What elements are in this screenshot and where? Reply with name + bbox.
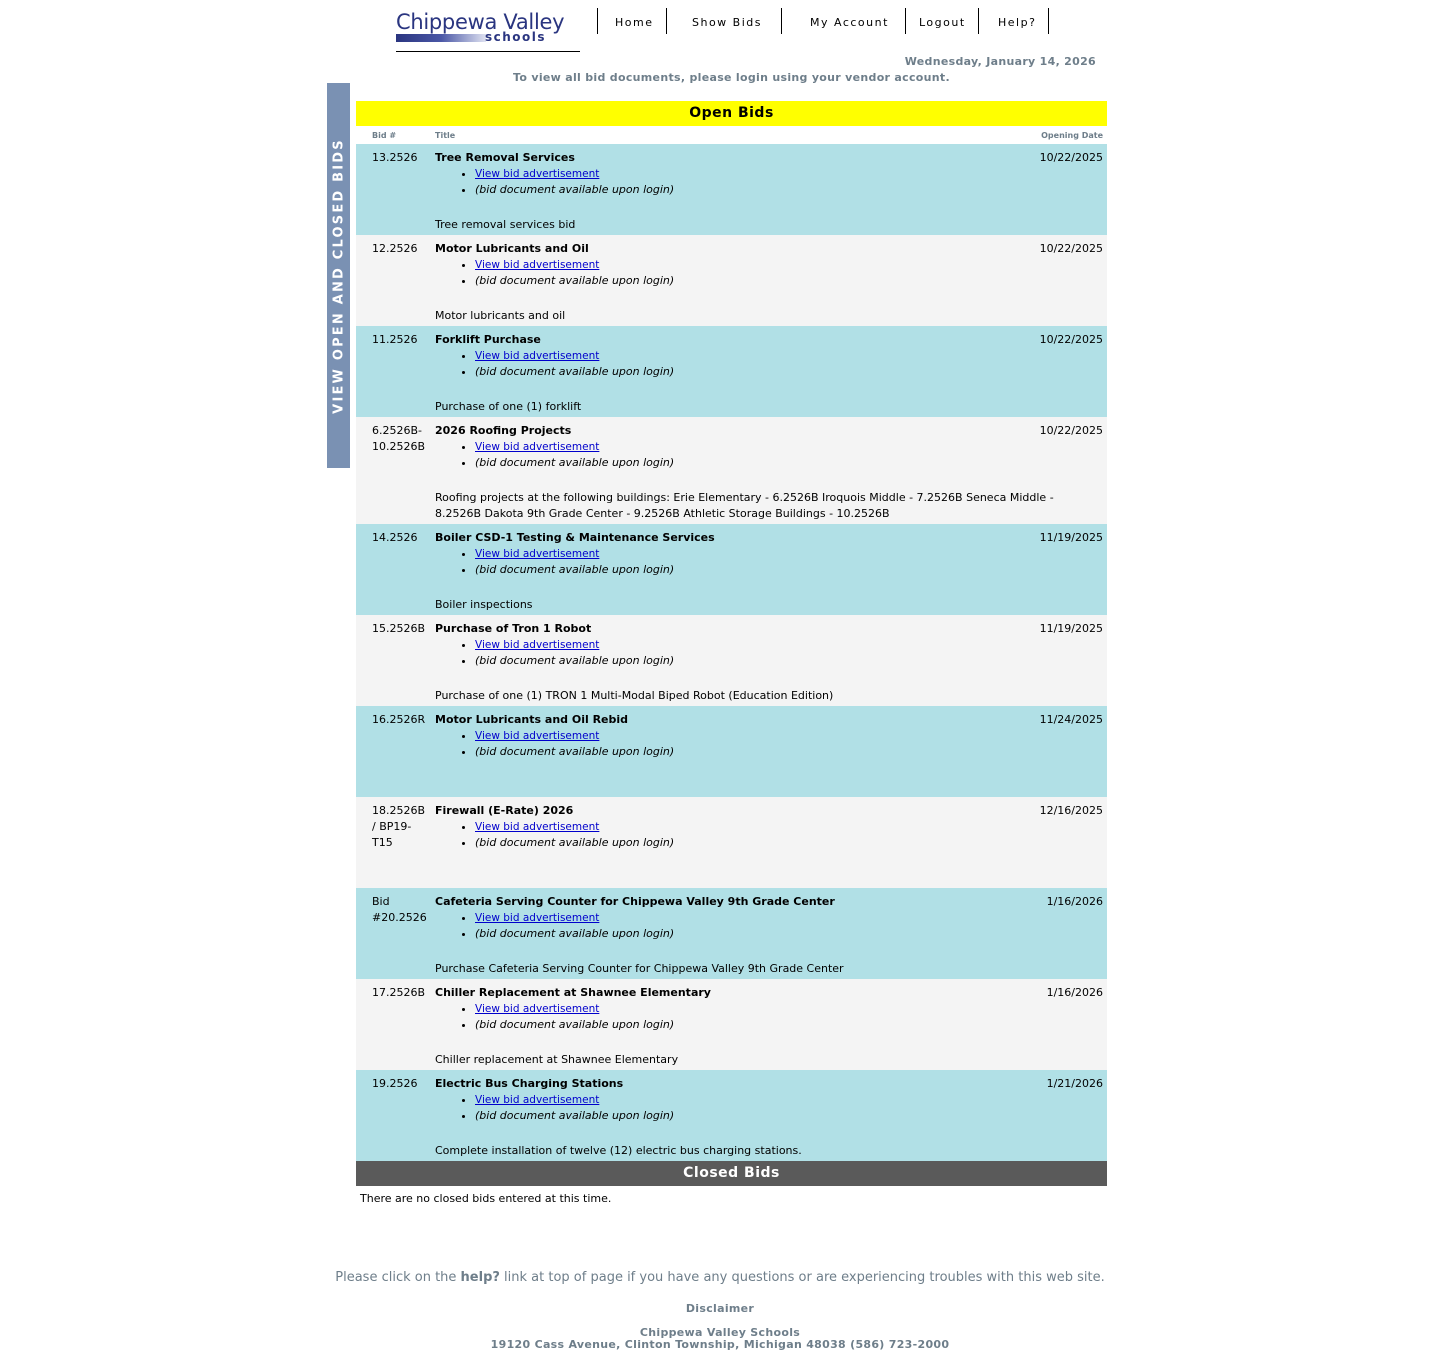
bid-link-item: [475, 910, 674, 926]
bid-doc-login-note: (bid document available upon login): [475, 1109, 675, 1122]
view-bid-advertisement-link[interactable]: View bid advertisement: [475, 548, 600, 560]
bid-row: [356, 524, 1107, 615]
bid-number: 16.2526R: [372, 713, 426, 726]
bid-links: [435, 819, 674, 851]
help-keyword: help?: [460, 1270, 500, 1285]
view-bid-advertisement-link[interactable]: View bid advertisement: [475, 259, 600, 271]
bid-doc-note-item: [475, 835, 674, 851]
bid-links: [435, 348, 674, 380]
bid-link-item: [475, 257, 674, 273]
bid-row: [356, 888, 1107, 979]
view-bid-advertisement-link[interactable]: View bid advertisement: [475, 350, 600, 362]
bid-doc-note-item: [475, 455, 674, 471]
bid-opening-date: 1/16/2026: [1046, 895, 1103, 908]
bid-description: Tree removal services bid: [435, 218, 576, 231]
bid-opening-date: 11/24/2025: [1039, 713, 1103, 726]
open-bids-heading: Open Bids: [356, 101, 1107, 126]
view-bid-advertisement-link[interactable]: View bid advertisement: [475, 441, 600, 453]
view-bid-advertisement-link[interactable]: View bid advertisement: [475, 730, 600, 742]
bid-links: [435, 910, 674, 942]
bid-row: [356, 979, 1107, 1070]
bid-description: Motor lubricants and oil: [435, 309, 566, 322]
bid-doc-note-item: [475, 364, 674, 380]
bid-number: 11.2526: [372, 333, 418, 346]
bid-doc-note-item: [475, 1017, 674, 1033]
bid-title: Motor Lubricants and Oil: [435, 242, 589, 255]
bid-number: Bid #20.2526: [372, 895, 427, 924]
bid-link-item: [475, 1092, 674, 1108]
col-title: Title: [435, 131, 456, 140]
nav-divider: [781, 8, 782, 34]
bid-doc-login-note: (bid document available upon login): [475, 1018, 675, 1031]
bid-links: [435, 1001, 674, 1033]
bid-doc-note-item: [475, 744, 674, 760]
bid-row: [356, 615, 1107, 706]
bid-row: [356, 417, 1107, 524]
footer-org-name: Chippewa Valley Schools: [639, 1326, 801, 1339]
bid-doc-note-item: [475, 562, 674, 578]
nav-my-account-link[interactable]: My Account: [810, 16, 889, 29]
bid-description: Complete installation of twelve (12) electric bus charging stations.: [435, 1144, 802, 1157]
bid-doc-login-note: (bid document available upon login): [475, 745, 675, 758]
bid-title: Firewall (E-Rate) 2026: [435, 804, 574, 817]
bid-doc-login-note: (bid document available upon login): [475, 456, 675, 469]
bid-links: [435, 439, 674, 471]
footer-address-block: [0, 1327, 1440, 1351]
logo-subtitle: schools: [485, 30, 547, 44]
bid-links: [435, 637, 674, 669]
no-closed-bids-note: There are no closed bids entered at this time.: [360, 1192, 612, 1205]
nav-divider: [978, 8, 979, 34]
logo-underline: [396, 51, 580, 52]
bid-description: Boiler inspections: [435, 598, 533, 611]
nav-divider: [905, 8, 906, 34]
bid-opening-date: 12/16/2025: [1039, 804, 1103, 817]
bid-opening-date: 10/22/2025: [1039, 151, 1103, 164]
bid-doc-login-note: (bid document available upon login): [475, 654, 675, 667]
bid-doc-login-note: (bid document available upon login): [475, 183, 675, 196]
bid-link-item: [475, 166, 674, 182]
col-opening-date: Opening Date: [1041, 131, 1103, 140]
bid-description: Roofing projects at the following buildings: Erie Elementary - 6.2526B Iroquois Middle - 7.2526B Seneca Middle - 8.2526B Dakota 9th Grade Center - 9.2526B Athletic Storage Buildings - 10.2526B: [435, 491, 1054, 520]
view-open-closed-bids-tab[interactable]: [327, 83, 350, 468]
bid-links: [435, 546, 674, 578]
bid-title: Chiller Replacement at Shawnee Elementary: [435, 986, 711, 999]
bid-title: Boiler CSD-1 Testing & Maintenance Services: [435, 531, 715, 544]
bid-links: [435, 257, 674, 289]
bid-opening-date: 1/16/2026: [1046, 986, 1103, 999]
bid-doc-note-item: [475, 1108, 674, 1124]
bid-description: Purchase of one (1) forklift: [435, 400, 582, 413]
bid-opening-date: 1/21/2026: [1046, 1077, 1103, 1090]
column-headers: [356, 126, 1107, 144]
bid-title: Forklift Purchase: [435, 333, 541, 346]
nav-divider: [1048, 8, 1049, 34]
bid-opening-date: 10/22/2025: [1039, 424, 1103, 437]
bid-title: Electric Bus Charging Stations: [435, 1077, 624, 1090]
side-tab-label: VIEW OPEN AND CLOSED BIDS: [331, 137, 346, 414]
view-bid-advertisement-link[interactable]: View bid advertisement: [475, 168, 600, 180]
bid-doc-note-item: [475, 273, 674, 289]
bid-number: 15.2526B: [372, 622, 426, 635]
bid-links: [435, 166, 674, 198]
bid-row: [356, 326, 1107, 417]
bid-row: [356, 797, 1107, 888]
bid-opening-date: 10/22/2025: [1039, 242, 1103, 255]
bid-title: Tree Removal Services: [435, 151, 575, 164]
login-note: To view all bid documents, please login using your vendor account.: [513, 71, 950, 84]
bid-title: 2026 Roofing Projects: [435, 424, 572, 437]
bid-links: [435, 728, 674, 760]
view-bid-advertisement-link[interactable]: View bid advertisement: [475, 1094, 600, 1106]
bid-link-item: [475, 1001, 674, 1017]
nav-help-link[interactable]: Help?: [998, 16, 1037, 29]
nav-divider: [597, 8, 598, 34]
bid-number: 13.2526: [372, 151, 418, 164]
current-date: Wednesday, January 14, 2026: [904, 55, 1096, 68]
bid-number: 6.2526B- 10.2526B: [372, 424, 426, 453]
bid-link-item: [475, 637, 674, 653]
bid-description: Chiller replacement at Shawnee Elementary: [435, 1053, 679, 1066]
bid-title: Cafeteria Serving Counter for Chippewa Valley 9th Grade Center: [435, 895, 835, 908]
col-bid-number: Bid #: [372, 131, 397, 140]
bid-doc-login-note: (bid document available upon login): [475, 274, 675, 287]
logo-wordmark: Chippewa Valley: [396, 10, 565, 34]
bid-doc-login-note: (bid document available upon login): [475, 836, 675, 849]
bid-opening-date: 11/19/2025: [1039, 531, 1103, 544]
bid-link-item: [475, 728, 674, 744]
bid-row: [356, 144, 1107, 235]
bid-description: Purchase Cafeteria Serving Counter for Chippewa Valley 9th Grade Center: [435, 962, 844, 975]
bid-number: 14.2526: [372, 531, 418, 544]
footer-address: 19120 Cass Avenue, Clinton Township, Michigan 48038 (586) 723-2000: [490, 1338, 950, 1351]
help-note-suffix: link at top of page if you have any questions or are experiencing troubles with this web site.: [499, 1270, 1105, 1285]
nav-divider: [666, 8, 667, 34]
bid-doc-login-note: (bid document available upon login): [475, 927, 675, 940]
bid-row: [356, 1070, 1107, 1161]
nav-home-link[interactable]: Home: [615, 16, 654, 29]
bid-number: 12.2526: [372, 242, 418, 255]
logo-gradient-bar: [396, 34, 486, 42]
site-logo[interactable]: [396, 10, 580, 53]
nav-show-bids-link[interactable]: Show Bids: [692, 16, 762, 29]
view-bid-advertisement-link[interactable]: View bid advertisement: [475, 821, 600, 833]
bid-link-item: [475, 819, 674, 835]
bid-number: 17.2526B: [372, 986, 426, 999]
disclaimer-link[interactable]: Disclaimer: [685, 1302, 755, 1315]
bid-row: [356, 235, 1107, 326]
bid-doc-login-note: (bid document available upon login): [475, 563, 675, 576]
bid-link-item: [475, 348, 674, 364]
bid-description: Purchase of one (1) TRON 1 Multi-Modal Biped Robot (Education Edition): [435, 689, 834, 702]
bid-links: [435, 1092, 674, 1124]
bid-link-item: [475, 439, 674, 455]
bids-table: [356, 101, 1107, 1205]
nav-logout-link[interactable]: Logout: [919, 16, 966, 29]
help-note-prefix: Please click on the: [335, 1270, 461, 1285]
bid-number: 18.2526B / BP19- T15: [372, 804, 426, 849]
bid-doc-note-item: [475, 653, 674, 669]
bid-link-item: [475, 546, 674, 562]
bid-title: Motor Lubricants and Oil Rebid: [435, 713, 629, 726]
bid-opening-date: 10/22/2025: [1039, 333, 1103, 346]
bid-title: Purchase of Tron 1 Robot: [435, 622, 592, 635]
bid-row: [356, 706, 1107, 797]
closed-bids-heading: Closed Bids: [356, 1161, 1107, 1186]
view-bid-advertisement-link[interactable]: View bid advertisement: [475, 912, 600, 924]
view-bid-advertisement-link[interactable]: View bid advertisement: [475, 1003, 600, 1015]
view-bid-advertisement-link[interactable]: View bid advertisement: [475, 639, 600, 651]
help-note: [0, 1270, 1440, 1285]
bid-opening-date: 11/19/2025: [1039, 622, 1103, 635]
bid-doc-note-item: [475, 926, 674, 942]
bid-doc-login-note: (bid document available upon login): [475, 365, 675, 378]
bid-number: 19.2526: [372, 1077, 418, 1090]
bid-doc-note-item: [475, 182, 674, 198]
